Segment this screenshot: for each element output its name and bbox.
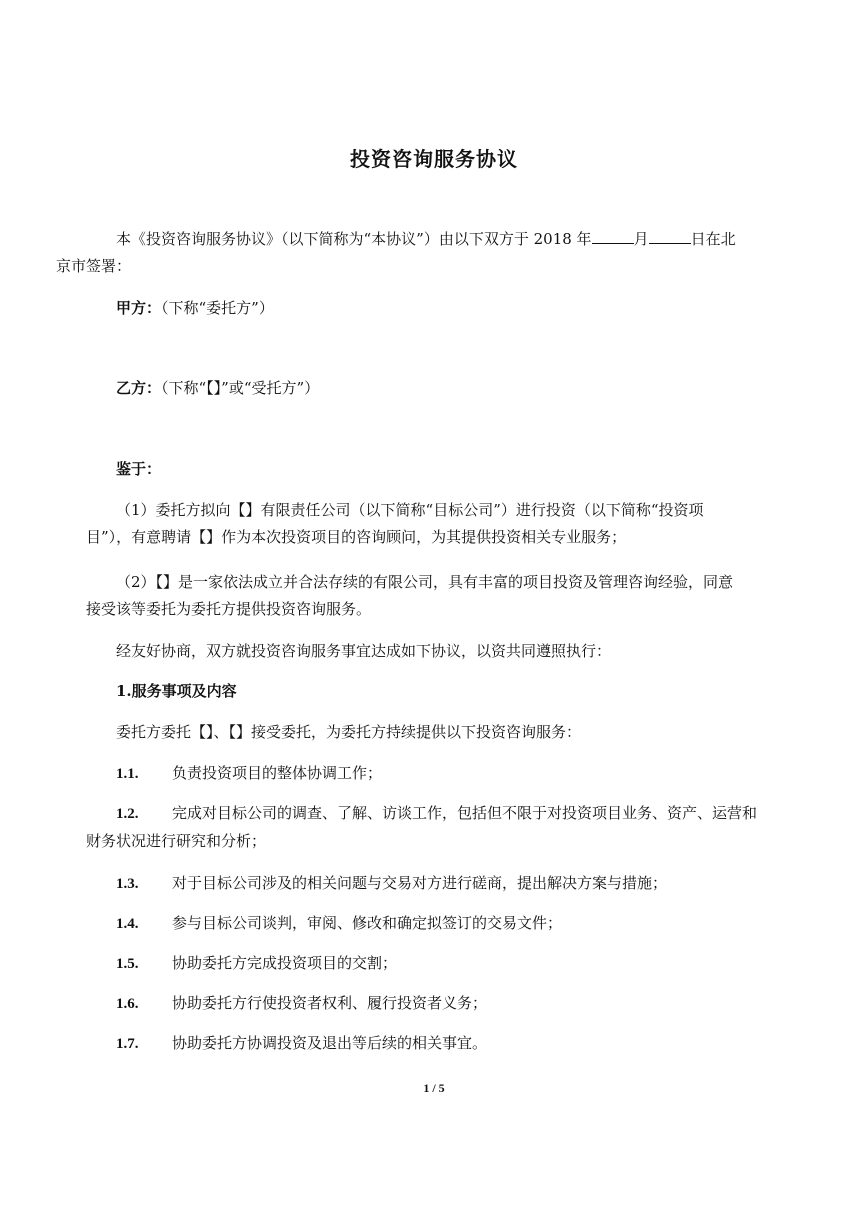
party-b-note: （下称“【】”或“受托方”） <box>161 379 320 397</box>
item-number: 1.2. <box>116 806 139 822</box>
intro-month: 月 <box>633 230 649 248</box>
item-number: 1.6. <box>116 996 139 1012</box>
whereas-2-line1: （2）【】是一家依法成立并合法存续的有限公司，具有丰富的项目投资及管理咨询经验，同意 <box>116 573 734 591</box>
whereas-heading: 鉴于： <box>116 460 162 478</box>
party-a-label: 甲方： <box>116 299 162 317</box>
item-text: 对于目标公司涉及的相关问题与交易对方进行磋商，提出解决方案与措施； <box>172 874 668 892</box>
intro-text-line2: 京市签署： <box>56 257 132 275</box>
party-b <box>86 375 786 402</box>
item-text: 协助委托方行使投资者权利、履行投资者义务； <box>172 994 488 1012</box>
list-item <box>116 760 786 788</box>
item-text: 参与目标公司谈判，审阅、修改和确定拟签订的交易文件； <box>172 914 563 932</box>
list-item <box>116 1030 786 1058</box>
whereas-2 <box>86 569 786 623</box>
party-a-note: （下称“委托方”） <box>161 299 274 317</box>
list-item <box>116 990 786 1018</box>
party-a <box>86 295 786 322</box>
section-1-intro: 委托方委托【】、【】接受委托，为委托方持续提供以下投资咨询服务： <box>116 723 582 741</box>
intro-paragraph <box>56 226 786 280</box>
agreement-intro: 经友好协商，双方就投资咨询服务事宜达成如下协议，以资共同遵照执行： <box>116 642 612 660</box>
item-number: 1.7. <box>116 1036 139 1052</box>
item-text: 完成对目标公司的调查、了解、访谈工作，包括但不限于对投资项目业务、资产、运营和 <box>172 804 758 822</box>
item-text: 协助委托方协调投资及退出等后续的相关事宜。 <box>172 1034 488 1052</box>
whereas-1 <box>86 497 786 551</box>
intro-text-part2: 日在北 <box>690 230 736 248</box>
party-b-label: 乙方： <box>116 379 162 397</box>
list-item <box>86 800 786 855</box>
item-line1 <box>116 800 757 828</box>
item-number: 1.1. <box>116 766 139 782</box>
whereas-2-line2: 接受该等委托为委托方提供投资咨询服务。 <box>86 600 372 618</box>
item-text: 负责投资项目的整体协调工作； <box>172 764 383 782</box>
day-blank <box>649 229 691 244</box>
section-1-heading: 1.服务事项及内容 <box>116 682 237 700</box>
intro-text-part1: 本《投资咨询服务协议》（以下简称为“本协议”）由以下双方于 2018 年 <box>116 230 592 248</box>
item-text-continued: 财务状况进行研究和分析； <box>86 832 267 850</box>
page-number: 1 / 5 <box>423 1081 445 1095</box>
item-number: 1.4. <box>116 916 139 932</box>
whereas-1-line1: （1）委托方拟向【】有限责任公司（以下简称“目标公司”）进行投资（以下简称“投资项 <box>116 501 704 519</box>
whereas-1-line2: 目”），有意聘请【】作为本次投资项目的咨询顾问，为其提供投资相关专业服务； <box>86 528 627 546</box>
month-blank <box>592 229 634 244</box>
item-text: 协助委托方完成投资项目的交割； <box>172 954 398 972</box>
list-item <box>116 910 786 938</box>
item-number: 1.5. <box>116 956 139 972</box>
document-title: 投资咨询服务协议 <box>350 147 518 171</box>
list-item <box>116 950 786 978</box>
item-number: 1.3. <box>116 876 139 892</box>
list-item <box>116 870 786 898</box>
